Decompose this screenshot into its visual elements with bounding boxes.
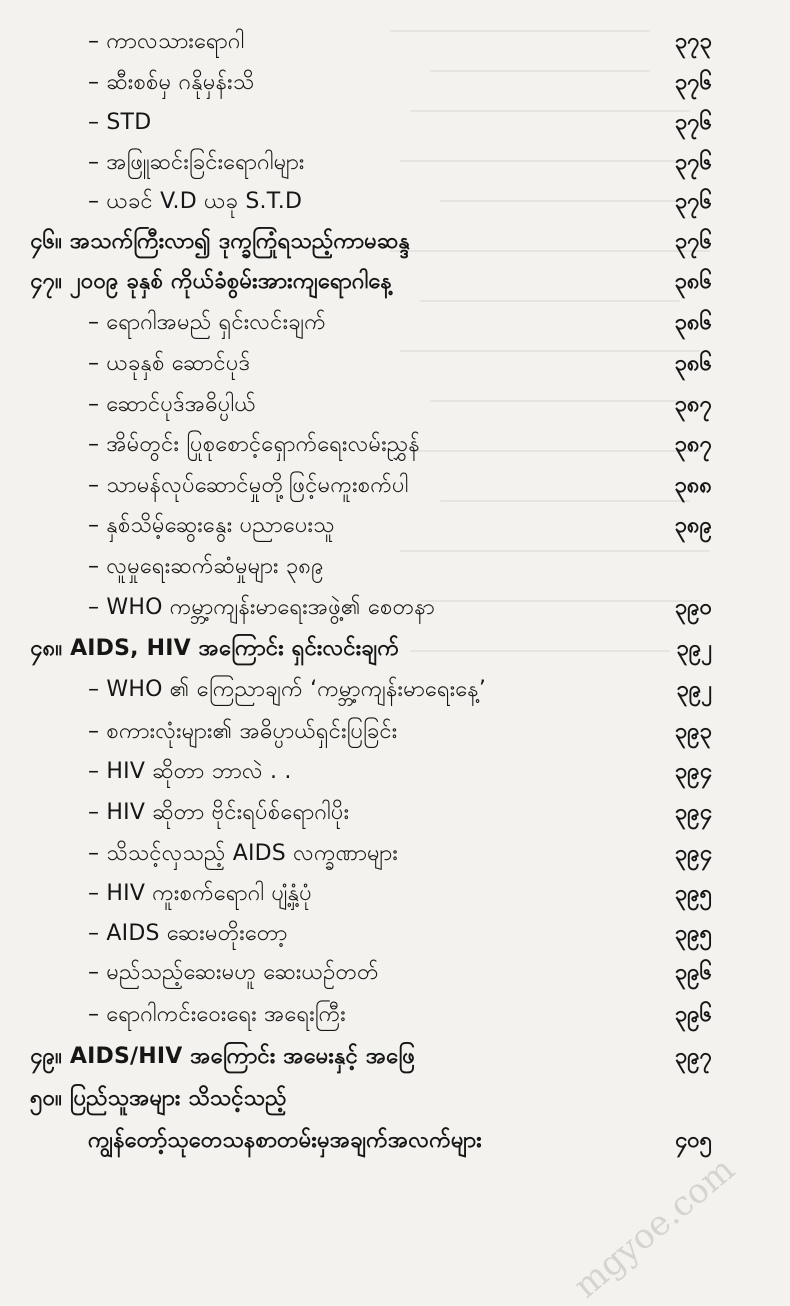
toc-subentry <box>0 670 750 710</box>
toc-subentry <box>0 752 750 792</box>
toc-page-number: ၃၇၆ <box>674 110 712 135</box>
toc-subentry <box>0 834 750 874</box>
toc-entry-label: – WHO ကမ္ဘာ့ကျန်းမာရေးအဖွဲ့၏ စေတနာ <box>88 595 435 620</box>
toc-entry-label: – HIV ဆိုတာ ဗိုင်းရပ်စ်ရောဂါပိုး <box>88 800 350 825</box>
toc-page-number: ၃၈၆ <box>674 269 712 294</box>
toc-page-number: ၃၇၆ <box>674 70 712 95</box>
toc-entry-label: – သိသင့်လှသည့် AIDS လက္ခဏာများ <box>88 841 398 866</box>
toc-subentry <box>0 874 750 914</box>
toc-subentry <box>0 547 750 587</box>
toc-entry-label: – STD <box>88 110 152 135</box>
toc-entry-label: – HIV ကူးစက်ရောဂါ ပျံ့နှံ့ပုံ <box>88 881 313 906</box>
toc-page-number: ၄၀၅ <box>674 1128 712 1153</box>
toc-entry-label: – အိမ်တွင်း ပြုစုစောင့်ရှောက်ရေးလမ်းညွှန် <box>88 432 420 457</box>
toc-entry-label: – နှစ်သိမ့်ဆွေးနွေး ပညာပေးသူ <box>88 513 335 538</box>
toc-page-number: ၃၇၆ <box>674 229 712 254</box>
toc-entry-label: – ရောဂါကင်းဝေးရေး အရေးကြီး <box>88 1002 346 1027</box>
toc-page-number: ၃၉၆ <box>674 960 712 985</box>
toc-section <box>0 222 750 262</box>
toc-entry-label: – အဖြူဆင်းခြင်းရောဂါများ <box>88 150 305 175</box>
toc-subentry <box>0 425 750 465</box>
toc-page-number: ၃၇၃ <box>674 29 712 54</box>
toc-entry-label: ၄၆။ အသက်ကြီးလာ၍ ဒုက္ခကြုံရသည့်ကာမဆန္ဒ <box>30 229 411 254</box>
toc-section <box>0 629 750 669</box>
toc-section <box>0 1079 750 1119</box>
toc-section <box>0 1121 750 1161</box>
toc-page-number: ၃၈၉ <box>674 513 712 538</box>
toc-entry-label: ၄၇။ ၂၀၀၉ ခုနှစ် ကိုယ်ခံစွမ်းအားကျရောဂါနေ့ <box>30 269 392 294</box>
toc-entry-label: – AIDS ဆေးမတိုးတော့ <box>88 921 288 946</box>
toc-entry-label: – HIV ဆိုတာ ဘာလဲ . . <box>88 759 292 784</box>
toc-page-number: ၃၉၂ <box>676 636 712 661</box>
toc-entry-label: – လူမှုရေးဆက်ဆံမှုများ ၃၈၉ <box>88 554 324 579</box>
toc-entry-label: – ကာလသားရောဂါ <box>88 29 245 54</box>
toc-page-number: ၃၉၄ <box>674 841 712 866</box>
toc-subentry <box>0 793 750 833</box>
toc-entry-label: – ဆီးစစ်မှ ဂနိုမှန်းသိ <box>88 70 255 95</box>
toc-entry-label: – စကားလုံးများ၏ အဓိပ္ပာယ်ရှင်းပြခြင်း <box>88 719 398 744</box>
toc-page-number: ၃၈၆ <box>674 310 712 335</box>
toc-entry-label: – ဆောင်ပုဒ်အဓိပ္ပါယ် <box>88 392 256 417</box>
toc-page-number: ၃၈၇ <box>674 392 712 417</box>
toc-subentry <box>0 143 750 183</box>
toc-entry-label: ကျွန်တော့်သုတေသနစာတမ်းမှအချက်အလက်များ <box>88 1128 482 1153</box>
toc-subentry <box>0 914 750 954</box>
toc-subentry <box>0 344 750 384</box>
toc-subentry <box>0 712 750 752</box>
toc-entry-label: – ရောဂါအမည် ရှင်းလင်းချက် <box>88 310 327 335</box>
toc-page-number: ၃၉၂ <box>676 677 712 702</box>
toc-entry-label: ၄၈။ AIDS, HIV အကြောင်း ရှင်းလင်းချက် <box>30 636 400 661</box>
toc-entry-label: ၅၀။ ပြည်သူအများ သိသင့်သည့် <box>30 1086 287 1111</box>
toc-subentry <box>0 588 750 628</box>
toc-entry-label: ၄၉။ AIDS/HIV အကြောင်း အမေးနှင့် အဖြေ <box>30 1044 416 1069</box>
toc-subentry <box>0 22 750 62</box>
toc-page-number: ၃၉၃ <box>674 719 712 744</box>
toc-entry-label: – သာမန်လုပ်ဆောင်မှုတို့ဖြင့်မကူးစက်ပါ <box>88 473 409 498</box>
toc-subentry <box>0 995 750 1035</box>
toc-entry-label: – ယခုနှစ် ဆောင်ပုဒ် <box>88 351 251 376</box>
toc-subentry <box>0 63 750 103</box>
toc-subentry <box>0 466 750 506</box>
toc-page-number: ၃၈၇ <box>674 432 712 457</box>
toc-entry-label: – WHO ၏ ကြေညာချက် ‘ကမ္ဘာ့ကျန်းမာရေးနေ့’ <box>88 677 487 702</box>
toc-page-number: ၃၈၆ <box>674 351 712 376</box>
toc-subentry <box>0 385 750 425</box>
toc-page-number: ၃၉၄ <box>674 759 712 784</box>
watermark: mgyoe.com <box>565 1149 742 1306</box>
toc-subentry <box>0 506 750 546</box>
toc-section <box>0 262 750 302</box>
toc-page-number: ၃၇၆ <box>674 150 712 175</box>
toc-subentry <box>0 303 750 343</box>
toc-page-number: ၃၉၀ <box>674 595 712 620</box>
toc-page-number: ၃၉၅ <box>674 921 712 946</box>
toc-page-number: ၃၉၆ <box>674 1002 712 1027</box>
toc-subentry <box>0 103 750 143</box>
toc-page-number: ၃၇၆ <box>674 189 712 214</box>
toc-entry-label: – မည်သည့်ဆေးမဟူ ဆေးယဉ်တတ် <box>88 960 379 985</box>
toc-subentry <box>0 953 750 993</box>
toc-page-number: ၃၉၅ <box>674 881 712 906</box>
toc-section <box>0 1037 750 1077</box>
toc-page-number: ၃၈၈ <box>674 473 712 498</box>
toc-page-number: ၃၉၇ <box>674 1044 712 1069</box>
toc-page-number: ၃၉၄ <box>674 800 712 825</box>
toc-subentry <box>0 182 750 222</box>
toc-entry-label: – ယခင် V.D ယခု S.T.D <box>88 189 303 214</box>
